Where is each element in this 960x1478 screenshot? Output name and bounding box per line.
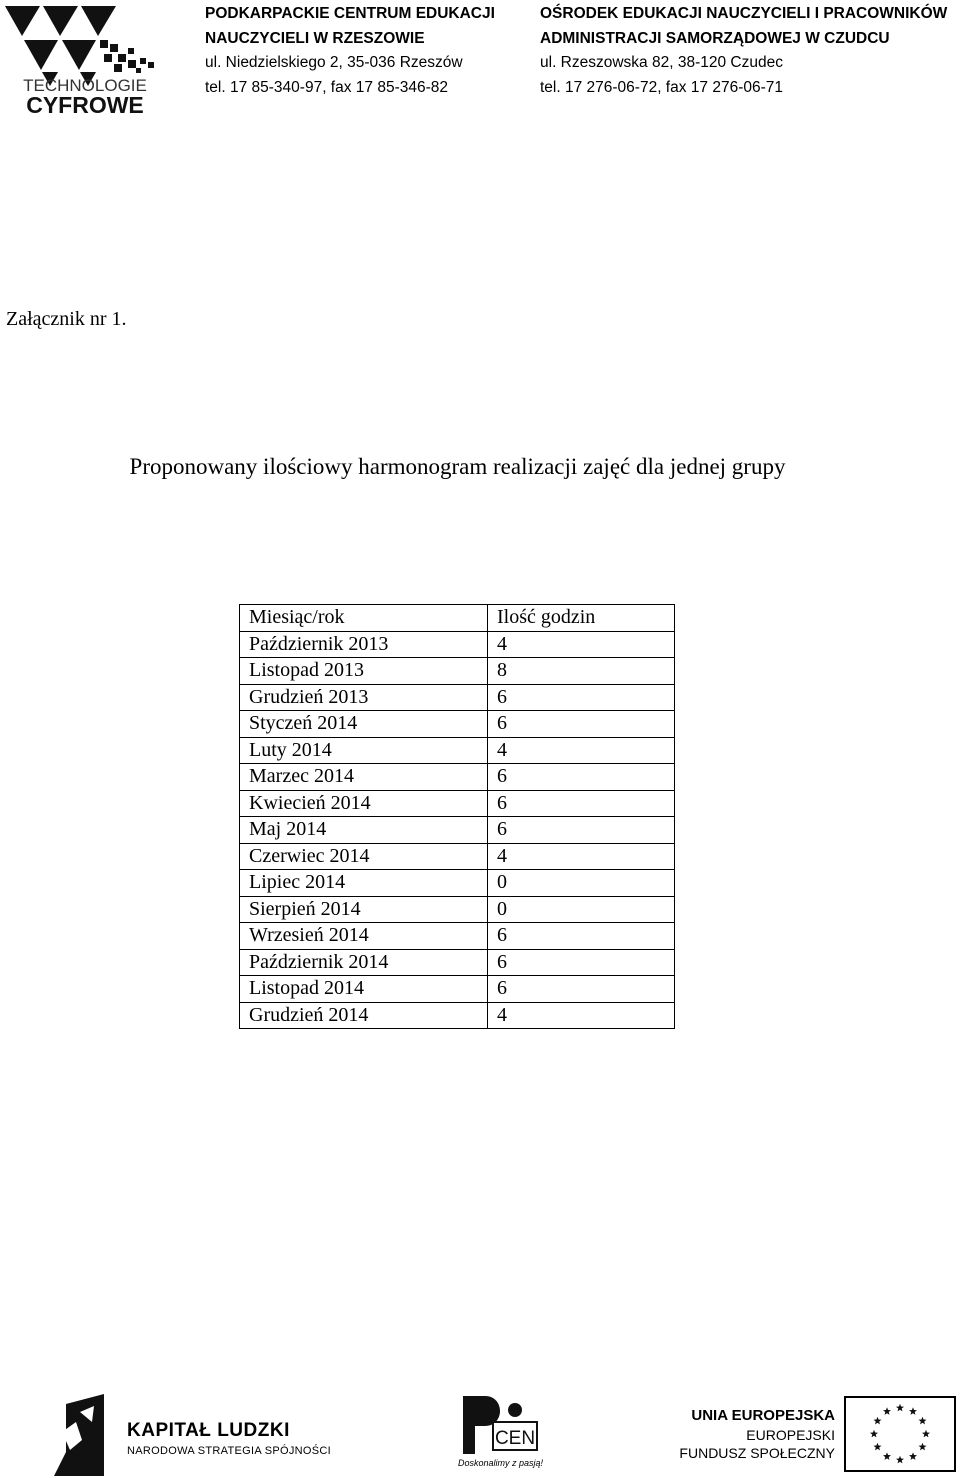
month-cell: Sierpień 2014 xyxy=(240,896,488,923)
table-row xyxy=(240,949,675,976)
table-row xyxy=(240,870,675,897)
institution-phone: tel. 17 85-340-97, fax 17 85-346-82 xyxy=(205,78,449,96)
eu-title: UNIA EUROPEJSKA xyxy=(691,1407,835,1424)
table-row xyxy=(240,711,675,738)
table-row xyxy=(240,817,675,844)
eu-text-logo xyxy=(675,1390,835,1478)
hours-cell: 4 xyxy=(488,1002,675,1029)
hours-cell: 6 xyxy=(488,976,675,1003)
hours-cell: 6 xyxy=(488,817,675,844)
hours-cell: 4 xyxy=(488,843,675,870)
header-month: Miesiąc/rok xyxy=(240,605,488,632)
table-row xyxy=(240,843,675,870)
logo-text-technologie: TECHNOLOGIE xyxy=(23,76,147,95)
institution-name-line1: OŚRODEK EDUKACJI NAUCZYCIELI I PRACOWNIKÓW xyxy=(540,5,948,22)
hours-cell: 6 xyxy=(488,790,675,817)
attachment-label: Załącznik nr 1. xyxy=(6,308,127,330)
table-row xyxy=(240,790,675,817)
institution-address: ul. Rzeszowska 82, 38-120 Czudec xyxy=(540,54,783,71)
month-cell: Marzec 2014 xyxy=(240,764,488,791)
month-cell: Listopad 2014 xyxy=(240,976,488,1003)
schedule-table xyxy=(239,604,675,1029)
header-hours: Ilość godzin xyxy=(488,605,675,632)
institution-name-line1: PODKARPACKIE CENTRUM EDUKACJI xyxy=(205,5,495,22)
month-cell: Maj 2014 xyxy=(240,817,488,844)
month-cell: Wrzesień 2014 xyxy=(240,923,488,950)
month-cell: Październik 2014 xyxy=(240,949,488,976)
header-right-institution xyxy=(540,2,947,100)
kapital-ludzki-logo xyxy=(52,1390,331,1478)
month-cell: Grudzień 2014 xyxy=(240,1002,488,1029)
pcen-slogan: Doskonalimy z pasją! xyxy=(458,1458,544,1468)
eu-flag-icon xyxy=(844,1396,956,1472)
institution-phone: tel. 17 276-06-72, fax 17 276-06-71 xyxy=(540,78,784,96)
table-header-row xyxy=(240,605,675,632)
pcen-text: CEN xyxy=(494,1428,536,1449)
table-row xyxy=(240,923,675,950)
table-row xyxy=(240,684,675,711)
month-cell: Luty 2014 xyxy=(240,737,488,764)
table-row xyxy=(240,1002,675,1029)
institution-address: ul. Niedzielskiego 2, 35-036 Rzeszów xyxy=(205,54,463,71)
month-cell: Październik 2013 xyxy=(240,631,488,658)
hours-cell: 0 xyxy=(488,870,675,897)
month-cell: Listopad 2013 xyxy=(240,658,488,685)
eu-line2: EUROPEJSKI xyxy=(746,1427,835,1443)
hours-cell: 6 xyxy=(488,684,675,711)
document-title: Proponowany ilościowy harmonogram realizacji zajęć dla jednej grupy xyxy=(129,454,786,479)
hours-cell: 4 xyxy=(488,737,675,764)
kapital-ludzki-subtitle: NARODOWA STRATEGIA SPÓJNOŚCI xyxy=(127,1445,331,1457)
logo-text-cyfrowe: CYFROWE xyxy=(26,92,144,118)
institution-name-line2: ADMINISTRACJI SAMORZĄDOWEJ W CZUDCU xyxy=(540,29,890,47)
month-cell: Styczeń 2014 xyxy=(240,711,488,738)
table-row xyxy=(240,976,675,1003)
month-cell: Lipiec 2014 xyxy=(240,870,488,897)
kapital-ludzki-title: KAPITAŁ LUDZKI xyxy=(127,1420,290,1441)
month-cell: Grudzień 2013 xyxy=(240,684,488,711)
table-row xyxy=(240,631,675,658)
hours-cell: 6 xyxy=(488,949,675,976)
kapital-ludzki-emblem xyxy=(52,1392,112,1477)
pcen-emblem xyxy=(455,1390,545,1458)
eu-line3: FUNDUSZ SPOŁECZNY xyxy=(679,1445,835,1461)
table-row xyxy=(240,764,675,791)
table-row xyxy=(240,896,675,923)
hours-cell: 6 xyxy=(488,711,675,738)
table-row xyxy=(240,658,675,685)
hours-cell: 6 xyxy=(488,764,675,791)
table-row xyxy=(240,737,675,764)
hours-cell: 6 xyxy=(488,923,675,950)
month-cell: Kwiecień 2014 xyxy=(240,790,488,817)
header-left-institution xyxy=(205,2,495,100)
technologie-cyfrowe-logo xyxy=(0,0,170,118)
pcen-logo xyxy=(455,1390,545,1478)
hours-cell: 0 xyxy=(488,896,675,923)
month-cell: Czerwiec 2014 xyxy=(240,843,488,870)
hours-cell: 4 xyxy=(488,631,675,658)
hours-cell: 8 xyxy=(488,658,675,685)
institution-name-line2: NAUCZYCIELI W RZESZOWIE xyxy=(205,29,425,47)
